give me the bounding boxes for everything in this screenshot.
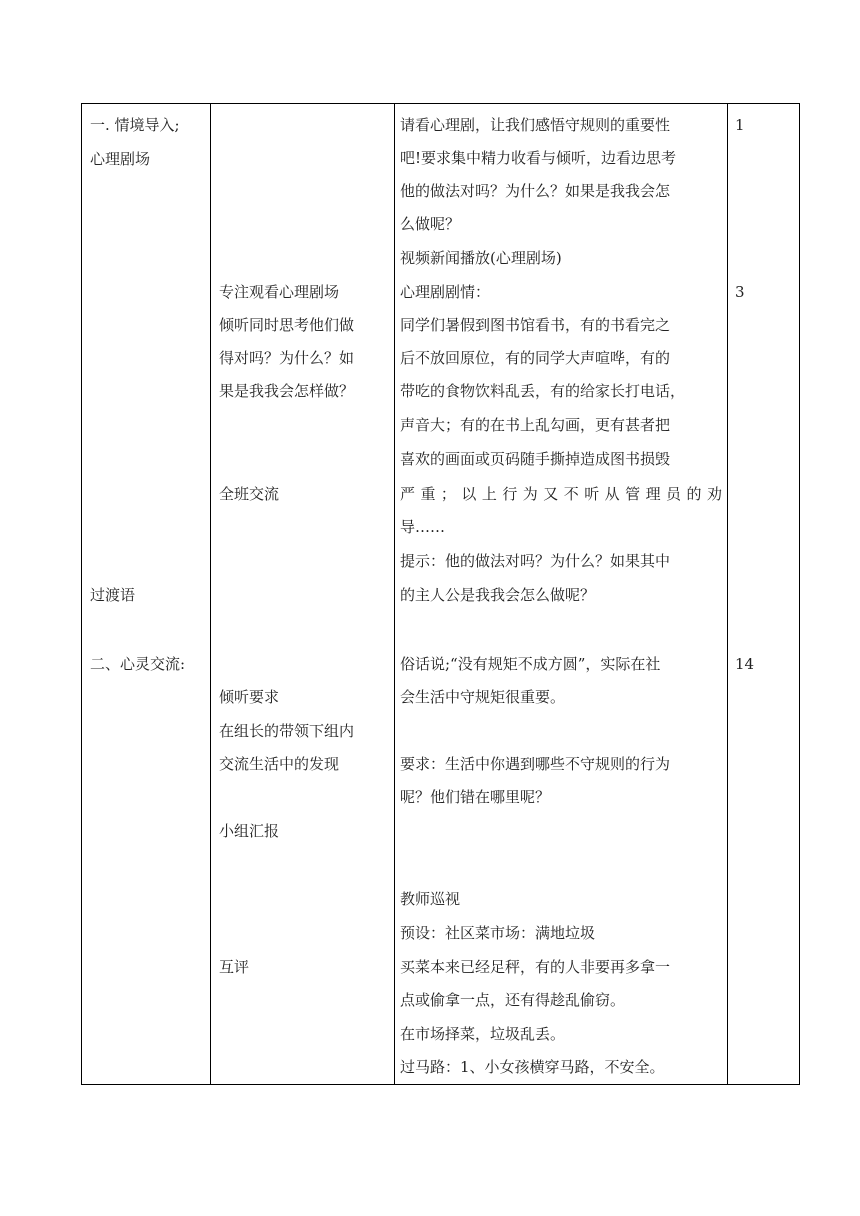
teacher-line: 心理剧剧情： (400, 283, 491, 301)
student-line: 交流生活中的发现 (219, 755, 340, 773)
teacher-line: 点或偷拿一点，还有得趁乱偷窃。 (400, 991, 626, 1009)
teacher-line: 请看心理剧，让我们感悟守规则的重要性 (400, 116, 671, 134)
teacher-line: 他的做法对吗？为什么？如果是我我会怎 (400, 182, 671, 200)
section1-subtitle: 心理剧场 (90, 150, 151, 168)
table-row (82, 104, 800, 1085)
stage-column-cell (82, 104, 211, 1085)
teacher-line: 要求：生活中你遇到哪些不守规则的行为 (400, 755, 671, 773)
student-line: 倾听同时思考他们做 (219, 316, 355, 334)
teacher-line: 提示：他的做法对吗？为什么？如果其中 (400, 552, 671, 570)
teacher-line: 声音大；有的在书上乱勾画，更有甚者把 (400, 416, 671, 434)
teacher-line: 喜欢的画面或页码随手撕掉造成图书损毁 (400, 450, 671, 468)
transition-label: 过渡语 (90, 586, 136, 604)
student-line: 互评 (219, 958, 250, 976)
section1-title: 一. 情境导入; (90, 116, 180, 134)
teacher-line: 的主人公是我我会怎么做呢？ (400, 586, 596, 604)
student-line: 在组长的带领下组内 (219, 722, 355, 740)
teacher-line: 呢？他们错在哪里呢？ (400, 788, 551, 806)
teacher-activity-cell (395, 104, 728, 1085)
student-line: 全班交流 (219, 485, 280, 503)
student-line: 得对吗？为什么？如 (219, 349, 355, 367)
teacher-line: 么做呢？ (400, 215, 461, 233)
teacher-line: 会生活中守规矩很重要。 (400, 688, 566, 706)
teacher-line: 买菜本来已经足秤，有的人非要再多拿一 (400, 958, 671, 976)
student-line: 倾听要求 (219, 688, 280, 706)
teacher-line: 带吃的食物饮料乱丢，有的给家长打电话， (400, 382, 686, 400)
teacher-line: 同学们暑假到图书馆看书，有的书看完之 (400, 316, 671, 334)
time-column-cell (728, 104, 800, 1085)
teacher-line: 后不放回原位，有的同学大声喧哗，有的 (400, 349, 671, 367)
teacher-line: 导…… (400, 518, 446, 536)
teacher-line: 俗话说;“没有规矩不成方圆”，实际在社 (400, 655, 661, 673)
student-line: 小组汇报 (219, 822, 280, 840)
time-value: 14 (735, 655, 755, 673)
time-value: 3 (735, 283, 745, 301)
teacher-line: 视频新闻播放(心理剧场) (400, 249, 562, 267)
student-line: 专注观看心理剧场 (219, 283, 340, 301)
student-line: 果是我我会怎样做？ (219, 382, 355, 400)
teacher-line: 严重；以上行为又不听从管理员的劝 (400, 485, 722, 503)
student-activity-cell (211, 104, 395, 1085)
teacher-line: 教师巡视 (400, 890, 461, 908)
teacher-line: 在市场择菜，垃圾乱丢。 (400, 1025, 566, 1043)
teacher-line: 吧!要求集中精力收看与倾听，边看边思考 (400, 149, 677, 167)
teacher-line: 预设：社区菜市场：满地垃圾 (400, 924, 596, 942)
section2-title: 二、心灵交流: (90, 655, 186, 673)
lesson-plan-table (81, 103, 800, 1085)
time-value: 1 (735, 116, 745, 134)
teacher-line: 过马路：1、小女孩横穿马路，不安全。 (400, 1058, 665, 1076)
